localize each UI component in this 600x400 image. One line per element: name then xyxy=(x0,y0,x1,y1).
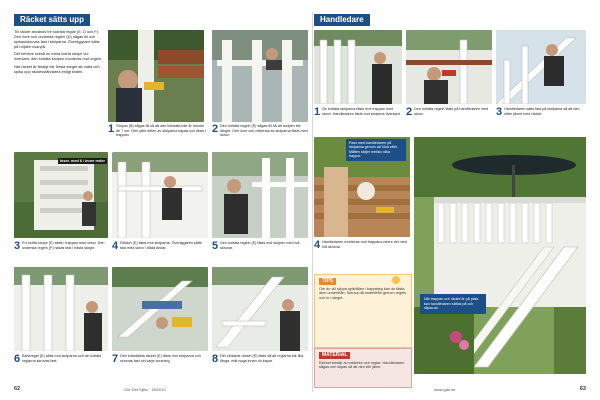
magazine-spread xyxy=(14,12,586,392)
photo-handrail-1 xyxy=(314,30,402,104)
step-caption: Den lodräta regeln fästs på handledaren med skruv. xyxy=(414,107,489,116)
step-caption: Det vinklade räcket (E) fästs så att reglarna blir lika långa, mät noga innan du kapar. xyxy=(220,354,304,363)
handrail-step-4 xyxy=(314,240,410,250)
step-number: 8 xyxy=(212,353,219,365)
step-number: 4 xyxy=(112,240,119,252)
photo-handrail-3 xyxy=(496,30,586,104)
step-number: 4 xyxy=(314,239,321,251)
intro-paragraph: Till räcket används tre lodräta reglar (E, D och F). Den övre och understa regeln (D) sågas till och spikas/skruvas fast i stolparna. Överliggaren sätts på höjden ovanpå. xyxy=(14,29,100,50)
page-number-right: 63 xyxy=(579,386,586,392)
photo-step-6 xyxy=(14,267,108,351)
photo-step-4 xyxy=(112,152,208,238)
photo-step-7 xyxy=(112,267,208,351)
step-caption: De lodräta stolparna fästs mot trappan med skruv. Handledaren fästs mot stolpens överkant. xyxy=(322,107,401,116)
photo-step-2 xyxy=(212,30,308,122)
step-number: 1 xyxy=(108,123,115,135)
intro-text xyxy=(14,29,104,76)
material-box xyxy=(314,348,412,388)
intro-paragraph: När räcket är färdigt blir första steget att mäta och spika upp räckesståndarna enligt bilden. xyxy=(14,63,100,74)
material-heading: MATERIAL xyxy=(319,352,350,359)
step-6 xyxy=(14,354,108,364)
step-caption: Räcket (E) fästs mot stolparna. Överliggaren sätts fast med skruv i båda ändar. xyxy=(120,241,202,250)
step-number: 7 xyxy=(112,353,119,365)
step-caption: Den lodräta regeln (E) fästs mot stolpen med två skruvar. xyxy=(220,241,300,250)
intro-paragraph: Det behövs också en extra lodrät stolpe vid överkant, den lodräta stolpen monteras mot regeln. xyxy=(14,51,103,62)
photo-step-8 xyxy=(212,267,308,351)
step-caption: Stolpar (B) sågas till så att den kortaste inte är mindre än 7 cm. Den yttre delen av stolparna kapas och fästs i trappan. xyxy=(116,124,206,138)
lightbulb-icon xyxy=(392,276,400,284)
page-gutter xyxy=(312,12,313,392)
photo-callout: Pass med handledaren på stolparna genom att höra efter. Måtten skiljer mellan olika trappor. xyxy=(346,139,406,161)
handrail-step-1 xyxy=(314,107,402,117)
photo-step-5 xyxy=(212,152,308,238)
photo-step-3 xyxy=(14,152,108,238)
step-number: 3 xyxy=(496,106,503,118)
left-page xyxy=(14,12,310,392)
page-number-left: 62 xyxy=(14,386,21,392)
step-caption: Bänkregel (E) sätts mot stolparna och de lodräta reglarna skruvas fast. xyxy=(22,354,102,363)
step-2 xyxy=(212,124,308,138)
tips-heading: TIPS xyxy=(319,278,336,285)
step-1 xyxy=(108,124,206,138)
inline-label: Inser. med 6 / inner reder xyxy=(60,159,105,163)
step-number: 5 xyxy=(212,240,219,252)
step-caption: Handledaren sätts fast på stolparna så att den sitter jämnt med räcket. xyxy=(504,107,580,116)
photo-finished-stair xyxy=(414,137,586,374)
step-5 xyxy=(212,241,308,251)
tips-box xyxy=(314,274,412,348)
step-8 xyxy=(212,354,308,364)
section-title-handrail: Handledare xyxy=(314,14,370,26)
step-caption: Den tvärställda räcket (E) fästs mot stolparna och skruvas fast vid varje korsning. xyxy=(120,354,201,363)
step-number: 2 xyxy=(406,106,413,118)
step-caption: En lodrät stolpe (E) sätts i trappan med skruv. Den understa regeln (F) hakas fast i nästa stolpe. xyxy=(22,241,105,250)
step-number: 2 xyxy=(212,123,219,135)
section-title-railing: Räcket sätts upp xyxy=(14,14,90,26)
step-3 xyxy=(14,241,108,251)
photo-handrail-2 xyxy=(406,30,492,104)
step-number: 3 xyxy=(14,240,21,252)
step-caption: Handledaren monteras mot trappans nedre del med två skruvar. xyxy=(322,240,407,249)
finished-photo-caption: När trappan och räcket är på plats kan handledaren sättas på och slipas av. xyxy=(420,294,486,314)
handrail-step-2 xyxy=(406,107,492,117)
step-caption: Den lodräta regeln (E) sågas till så att stolpen blir längre. Den övre och mittersta av stolparna fästs med skruv. xyxy=(220,124,308,138)
right-page xyxy=(314,12,586,392)
footer-right: www.gds.se xyxy=(434,387,456,392)
step-number: 6 xyxy=(14,353,21,365)
footer-left: Gör Det Själv · 15/2012 xyxy=(124,387,166,392)
step-number: 1 xyxy=(314,106,321,118)
photo-step-1 xyxy=(108,30,204,122)
tips-text: Om du vill slippa spikhålen i trappsteg kan du fästa dem underifrån. Skruva då underifrån genom regeln och in i steget. xyxy=(319,286,407,301)
material-text: Räcket består av trallvirke och reglar. Handledaren sågas och slipas så att den blir jämn. xyxy=(319,360,405,370)
step-7 xyxy=(112,354,208,364)
step-4 xyxy=(112,241,208,251)
handrail-step-3 xyxy=(496,107,586,117)
